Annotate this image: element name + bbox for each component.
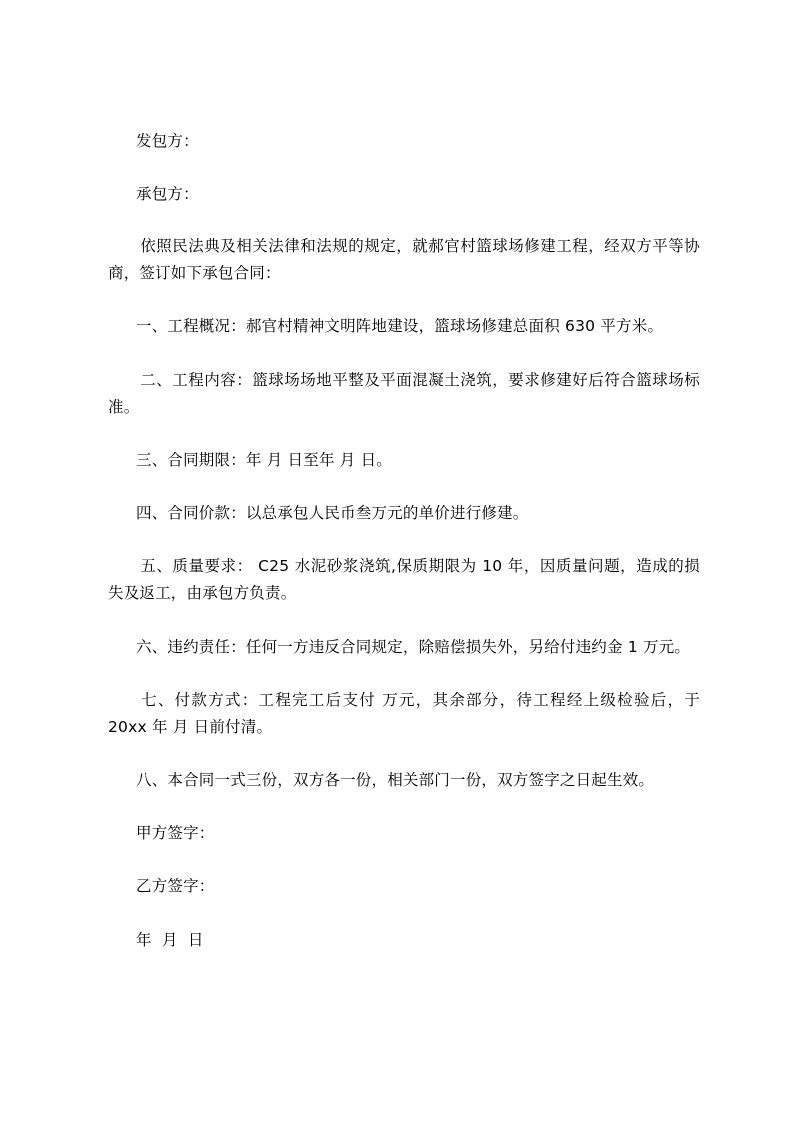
clause-6-text: 六、违约责任：任何一方违反合同规定，除赔偿损失外，另给付违约金 1 万元。 [136,638,691,656]
party-b-signature-line [108,873,700,900]
date-text: 年 月 日 [136,931,204,949]
clause-7-text: 七、付款方式：工程完工后支付 万元，其余部分，待工程经上级检验后，于 20xx 年 月 日前付清。 [108,691,700,736]
party-a-signature-line [108,820,700,847]
party-a-signature-text: 甲方签字： [136,824,215,842]
clause-2 [108,367,700,421]
clause-1-text: 一、工程概况：郝官村精神文明阵地建设，篮球场修建总面积 630 平方米。 [136,317,664,335]
clause-1 [108,313,700,340]
clause-5-text: 五、质量要求： C25 水泥砂浆浇筑,保质期限为 10 年，因质量问题，造成的损失及返工，由承包方负责。 [108,557,700,602]
preamble-text: 依照民法典及相关法律和法规的规定，就郝官村篮球场修建工程，经双方平等协商，签订如下承包合同： [108,237,700,282]
party-b-text: 承包方： [136,185,199,203]
party-b-signature-text: 乙方签字： [136,877,215,895]
clause-3-text: 三、合同期限：年 月 日至年 月 日。 [136,451,393,469]
preamble-paragraph [108,233,700,287]
clause-4 [108,500,700,527]
date-line [108,927,700,954]
party-a-line [108,128,700,155]
clause-6 [108,634,700,661]
party-a-text: 发包方： [136,132,199,150]
clause-3 [108,447,700,474]
clause-5 [108,553,700,607]
clause-8-text: 八、本合同一式三份，双方各一份，相关部门一份，双方签字之日起生效。 [136,771,655,789]
clause-2-text: 二、工程内容：篮球场场地平整及平面混凝土浇筑，要求修建好后符合篮球场标准。 [108,371,700,416]
clause-8 [108,767,700,794]
clause-7 [108,687,700,741]
party-b-line [108,181,700,208]
clause-4-text: 四、合同价款：以总承包人民币叁万元的单价进行修建。 [136,504,529,522]
